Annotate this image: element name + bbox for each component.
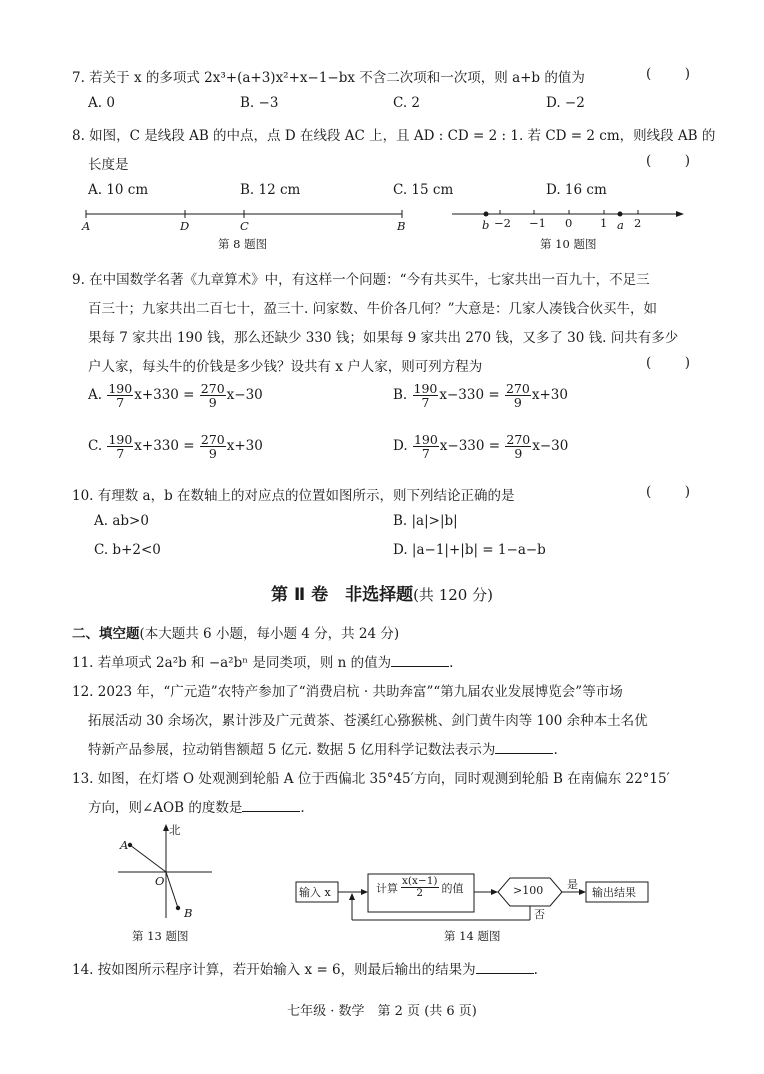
q8-label-b: B: [397, 219, 406, 233]
flow-condition-label: >100: [513, 884, 544, 897]
option-letter: C.: [88, 438, 103, 455]
part2-heading-title: 二、填空题: [72, 626, 140, 642]
paren-open: (: [646, 484, 652, 500]
q12-text: 特新产品参展，拉动销售额超 5 亿元. 数据 5 亿用科学记数法表示为: [88, 742, 496, 758]
q10-option-a: A. ab>0: [94, 513, 149, 529]
ship-b-dot: [176, 906, 180, 910]
option-letter: D.: [393, 438, 408, 455]
q8-label-d: D: [180, 219, 190, 233]
q10-stem: 10. 有理数 a，b 在数轴上的对应点的位置如图所示，则下列结论正确的是: [72, 488, 515, 504]
flow-calc-prefix: 计算: [376, 881, 398, 895]
q14-stem: [72, 958, 538, 978]
flow-output-label: 输出结果: [592, 886, 636, 899]
equation-end: x−30: [532, 438, 569, 455]
q9-stem-line1: 9. 在中国数学名著《九章算术》中，有这样一个问题：“今有共买牛，七家共出一百九十，不足三: [72, 272, 650, 288]
q10-option-b: B. |a|>|b|: [393, 513, 458, 529]
q7-option-a: A. 0: [88, 95, 115, 111]
paren-open: (: [646, 153, 652, 169]
answer-blank[interactable]: [391, 655, 449, 667]
q9-option-c: [88, 433, 263, 460]
fraction: $\frac{190}{7}$: [413, 432, 438, 462]
paren-open: (: [646, 355, 652, 371]
q9-option-b: [393, 382, 568, 409]
paren-close: ): [684, 355, 690, 371]
answer-blank[interactable]: [476, 962, 534, 974]
equation-middle: x−330 =: [439, 438, 501, 455]
q10-tick-neg2: −2: [494, 216, 511, 230]
equation-end: x+30: [531, 387, 568, 404]
q14-text: 14. 按如图所示程序计算，若开始输入 x = 6，则最后输出的结果为: [72, 962, 476, 978]
q8-caption: 第 8 题图: [218, 237, 268, 251]
point-a-dot: [618, 212, 623, 217]
q8-stem-line2: 长度是: [88, 157, 129, 173]
q8-option-b: B. 12 cm: [240, 182, 301, 198]
q13-label-o: O: [155, 874, 165, 888]
q8-option-d: D. 16 cm: [546, 182, 607, 198]
part2-heading: [72, 622, 399, 642]
q9-stem-line4: 户人家，每头牛的价钱是多少钱？设共有 x 户人家，则可列方程为: [88, 359, 483, 375]
flow-no-label: 否: [534, 908, 545, 921]
option-letter: A.: [88, 387, 103, 404]
q12-period: .: [553, 742, 558, 758]
point-b-dot: [484, 212, 489, 217]
equation-middle: x+330 =: [134, 387, 195, 404]
paren-close: ): [684, 484, 690, 500]
option-letter: B.: [393, 387, 408, 404]
q13-compass-figure: [112, 822, 222, 922]
q11-period: .: [449, 655, 454, 671]
ship-a-dot: [128, 843, 132, 847]
fraction: $\frac{190}{7}$: [108, 381, 133, 411]
arrow-right-icon: [676, 211, 684, 217]
q10-point-a-label: a: [617, 218, 624, 232]
q14-period: .: [533, 962, 538, 978]
q9-option-d: [393, 433, 568, 460]
section-title-main: 第 Ⅱ 卷 非选择题: [271, 585, 414, 605]
q10-tick-0: 0: [565, 216, 573, 230]
q11-text: 11. 若单项式 2a²b 和 −a²bⁿ 是同类项，则 n 的值为: [72, 655, 392, 671]
q10-point-b-label: b: [482, 218, 490, 232]
q10-option-d: D. |a−1|+|b| = 1−a−b: [393, 542, 546, 558]
equation-middle: x+330 =: [134, 438, 195, 455]
equation-end: x+30: [226, 438, 263, 455]
paren-close: ): [684, 66, 690, 82]
q10-option-c: C. b+2<0: [94, 542, 161, 558]
q13-label-a: A: [120, 838, 129, 852]
fraction: $\frac{190}{7}$: [108, 432, 133, 462]
fraction: $\frac{270}{9}$: [200, 432, 225, 462]
q8-option-c: C. 15 cm: [393, 182, 454, 198]
q8-stem-line1: 8. 如图，C 是线段 AB 的中点，点 D 在线段 AC 上，且 AD : CD = 2 : 1. 若 CD = 2 cm，则线段 AB 的: [72, 128, 716, 144]
q13-caption: 第 13 题图: [132, 929, 189, 943]
q11-stem: [72, 651, 453, 671]
answer-blank[interactable]: [242, 800, 300, 812]
q10-answer-paren: [646, 484, 690, 500]
fraction: $\frac{190}{7}$: [413, 381, 438, 411]
q8-label-a: A: [82, 219, 91, 233]
paren-close: ): [684, 153, 690, 169]
q13-period: .: [300, 800, 305, 816]
equation-end: x−30: [226, 387, 263, 404]
q10-tick-2: 2: [634, 216, 642, 230]
q14-caption: 第 14 题图: [444, 929, 501, 943]
flow-yes-label: 是: [567, 878, 578, 891]
q12-stem-line3: [88, 738, 558, 758]
q9-stem-line3: 果每 7 家共出 190 钱，那么还缺少 330 钱；如果每 9 家共出 270 钱，又多了 30 钱. 问共有多少: [88, 330, 679, 346]
flow-calc-suffix: 的值: [441, 881, 464, 895]
q7-option-b: B. −3: [240, 95, 279, 111]
q9-answer-paren: [646, 355, 690, 371]
fraction: $\frac{270}{9}$: [506, 432, 531, 462]
part2-heading-desc: (本大题共 6 小题，每小题 4 分，共 24 分): [139, 626, 400, 642]
q8-option-a: A. 10 cm: [88, 182, 149, 198]
q10-tick-neg1: −1: [529, 216, 546, 230]
q8-answer-paren: [646, 153, 690, 169]
equation-middle: x−330 =: [439, 387, 500, 404]
q10-tick-1: 1: [600, 216, 608, 230]
q7-option-d: D. −2: [546, 95, 585, 111]
fraction: $\frac{270}{9}$: [505, 381, 530, 411]
answer-blank[interactable]: [495, 742, 553, 754]
paren-open: (: [646, 66, 652, 82]
q13-north-label: 北: [169, 823, 181, 837]
q9-stem-line2: 百三十；九家共出二百七十，盈三十. 问家数、牛价各几何？”大意是：几家人凑钱合伙买牛，如: [88, 301, 657, 317]
q7-option-c: C. 2: [393, 95, 421, 111]
q7-answer-paren: [646, 66, 690, 82]
section-ii-title: [0, 580, 764, 605]
q13-text: 方向，则∠AOB 的度数是: [88, 800, 243, 816]
q13-label-b: B: [184, 906, 193, 920]
flow-calc-label: [376, 876, 464, 899]
q7-stem: 7. 若关于 x 的多项式 2x³+(a+3)x²+x−1−bx 不含二次项和一次项，则 a+b 的值为: [72, 70, 585, 86]
q8-label-c: C: [240, 219, 249, 233]
q12-stem-line2: 拓展活动 30 余场次，累计涉及广元黄茶、苍溪红心猕猴桃、剑门黄牛肉等 100 余种本土名优: [88, 713, 648, 729]
q12-stem-line1: 12. 2023 年，“广元造”农特产参加了“消费启杭 · 共助奔富”“第九届农业发展博览会”等市场: [72, 684, 623, 700]
page-footer: 七年级 · 数学 第 2 页 (共 6 页): [287, 1004, 477, 1019]
fraction: $\frac{270}{9}$: [200, 381, 225, 411]
flow-input-label: 输入 x: [299, 886, 331, 899]
q13-stem-line2: [88, 796, 305, 816]
q9-option-a: [88, 382, 263, 409]
section-title-score: (共 120 分): [413, 586, 493, 604]
q10-caption: 第 10 题图: [540, 237, 597, 251]
q13-stem-line1: 13. 如图，在灯塔 O 处观测到轮船 A 位于西偏北 35°45′方向，同时观测到轮船 B 在南偏东 22°15′: [72, 771, 670, 787]
fraction: $\frac{x(x-1)}{2}$: [402, 875, 438, 900]
